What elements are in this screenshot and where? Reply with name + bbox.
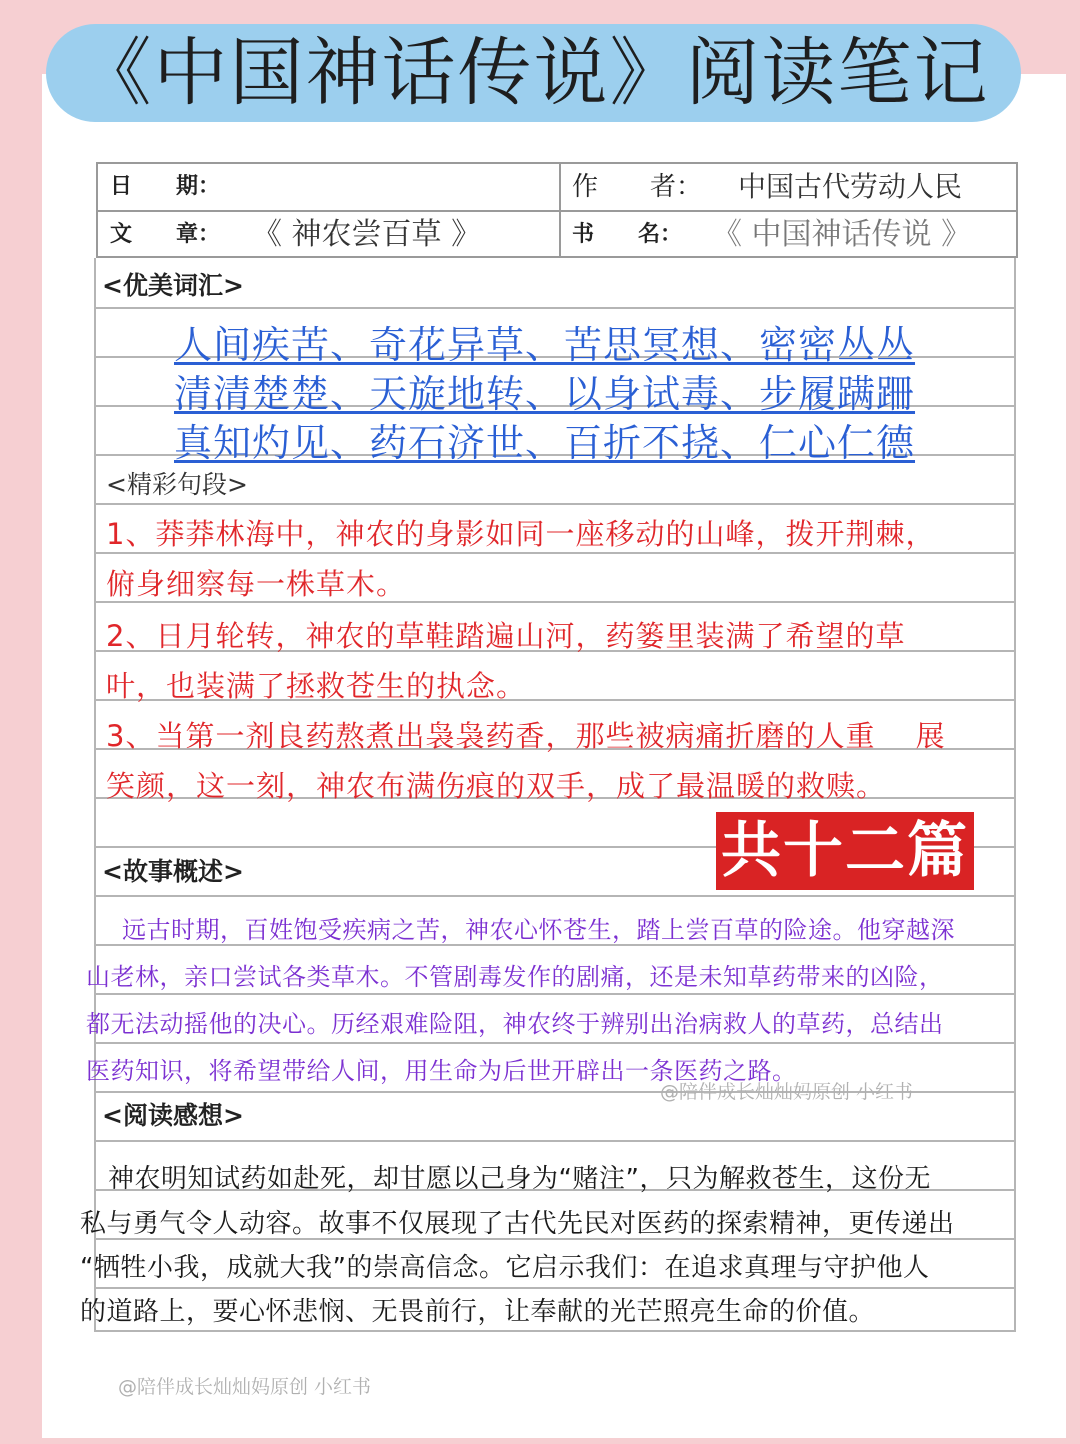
summary-line: 医药知识，将希望带给人间，用生命为后世开辟出一条医药之路。 xyxy=(86,1057,797,1085)
passage-line: 1、莽莽林海中，神农的身影如同一座移动的山峰，拨开荆棘， xyxy=(106,517,936,551)
rule-line xyxy=(94,1042,1016,1044)
reflection-section-label: <阅读感想> xyxy=(102,1101,244,1130)
summary-line: 远古时期，百姓饱受疾病之苦，神农心怀苍生，踏上尝百草的险途。他穿越深 xyxy=(122,916,955,944)
book-value: 《 中国神话传说 》 xyxy=(712,217,972,252)
reflection-line: 神农明知试药如赴死，却甘愿以己身为“赌注”，只为解救苍生，这份无 xyxy=(108,1164,931,1194)
book-label: 书 名： xyxy=(572,222,683,247)
vocab-section-label: <优美词汇> xyxy=(102,271,244,300)
info-table xyxy=(96,162,1018,258)
watermark: @陪伴成长灿灿妈原创 小红书 xyxy=(660,1081,914,1103)
article-value: 《 神农尝百草 》 xyxy=(252,217,482,252)
vocab-line: 真知灼见、药石济世、百折不挠、仁心仁德 xyxy=(174,421,916,465)
vocab-line: 人间疾苦、奇花异草、苦思冥想、密密丛丛 xyxy=(174,323,916,367)
page-title: 《中国神话传说》阅读笔记 xyxy=(77,30,990,116)
watermark: @陪伴成长灿灿妈原创 小红书 xyxy=(118,1376,372,1398)
reflection-line: 私与勇气令人动容。故事不仅展现了古代先民对医药的探索精神，更传递出 xyxy=(80,1209,955,1239)
passage-line: 3、当第一剂良药熬煮出袅袅药香，那些被病痛折磨的人重 展 xyxy=(106,719,946,753)
rule-line xyxy=(94,503,1016,505)
passage-line: 2、日月轮转，神农的草鞋踏遍山河，药篓里装满了希望的草 xyxy=(106,619,906,653)
passage-line: 笑颜，这一刻，神农布满伤痕的双手，成了最温暖的救赎。 xyxy=(106,769,887,803)
reflection-line: 的道路上，要心怀悲悯、无畏前行，让奉献的光芒照亮生命的价值。 xyxy=(80,1297,876,1327)
rule-line xyxy=(94,307,1016,309)
rule-line xyxy=(94,1287,1016,1289)
summary-line: 都无法动摇他的决心。历经艰难险阻，神农终于辨别出治病救人的草药，总结出 xyxy=(86,1010,944,1038)
article-label: 文 章： xyxy=(110,222,221,247)
vocab-line: 清清楚楚、天旋地转、以身试毒、步履蹒跚 xyxy=(174,372,916,416)
author-value: 中国古代劳动人民 xyxy=(738,170,963,203)
passage-section-label: <精彩句段> xyxy=(106,470,248,499)
rule-line xyxy=(94,1140,1016,1142)
rule-line xyxy=(94,993,1016,995)
reflection-line: “牺牲小我，成就大我”的崇高信念。它启示我们：在追求真理与守护他人 xyxy=(80,1253,930,1283)
author-label: 作 者： xyxy=(572,172,703,202)
passage-line: 俯身细察每一株草木。 xyxy=(106,567,407,601)
count-badge: 共十二篇 xyxy=(716,812,974,890)
summary-line: 山老林，亲口尝试各类草木。不管剧毒发作的剧痛，还是未知草药带来的凶险， xyxy=(86,963,944,991)
summary-section-label: <故事概述> xyxy=(102,857,244,886)
page-title-banner xyxy=(46,18,1021,128)
right-margin-line xyxy=(1014,258,1016,1332)
passage-line: 叶，也装满了拯救苍生的执念。 xyxy=(106,669,527,703)
date-label: 日 期： xyxy=(110,174,221,199)
left-margin-line xyxy=(94,258,96,1332)
rule-line xyxy=(94,895,1016,897)
rule-line xyxy=(94,1330,1016,1332)
